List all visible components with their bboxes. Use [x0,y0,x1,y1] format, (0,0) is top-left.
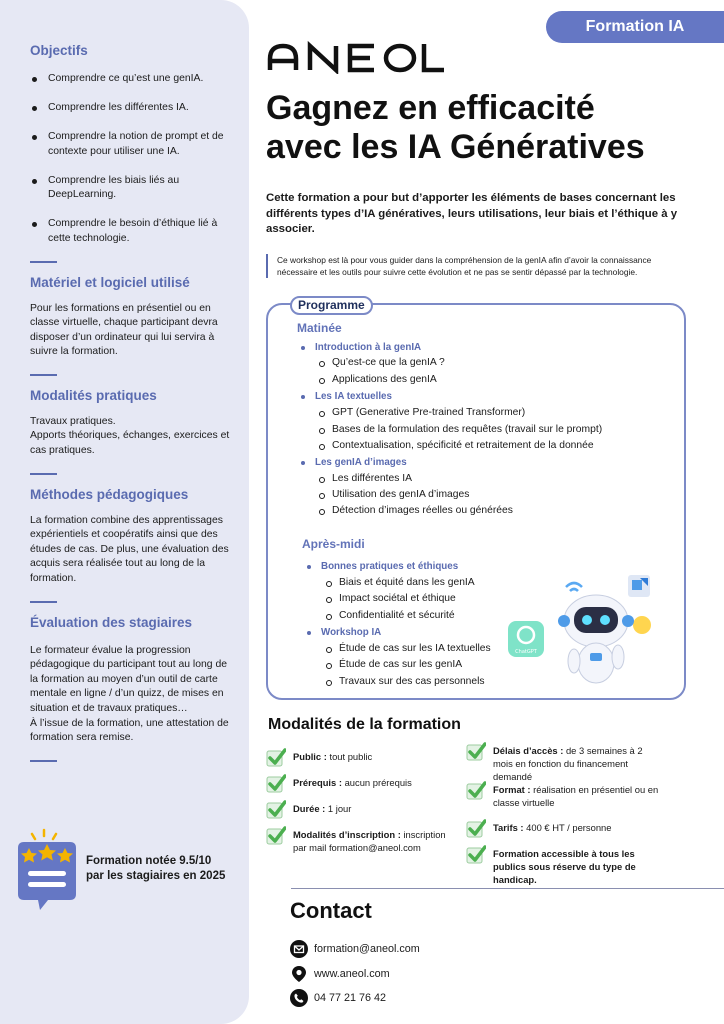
topic-workshop-ia: Workshop IA [321,627,382,638]
checkmark-icon [266,826,286,846]
public-key: Public : [293,751,327,762]
evaluation-title: Évaluation des stagiaires [30,614,193,630]
duree-key: Durée : [293,803,326,814]
format-value: réalisation en présentiel ou en classe virtuelle [493,784,659,808]
objectifs-list [30,72,231,246]
apres-midi-heading: Après-midi [302,537,365,551]
page-title: Gagnez en efficacité avec les IA Génératives [266,89,645,166]
aneol-logo [266,40,446,74]
email-link[interactable]: formation@aneol.com [314,943,420,955]
contact-title: Contact [290,898,372,923]
list-item: Utilisation des genIA d’images [332,489,470,500]
chatgpt-label: ChatGPT [515,649,537,655]
robot-illustration-icon [506,571,656,691]
materiel-text: Pour les formations en présentiel ou en classe virtuelle, chaque participant devra disposer d’un ordinateur qui lui servira à suivre la formation. [30,302,218,358]
checkmark-icon [266,800,286,820]
topic-intro-genia: Introduction à la genIA [315,342,422,353]
phone-icon [290,989,308,1007]
list-item: Confidentialité et sécurité [339,610,455,621]
divider [30,374,57,376]
divider [30,760,57,762]
delais-value: de 3 semaines à 2 mois en fonction du financement demandé [493,745,643,782]
delais-key: Délais d’accès : [493,745,564,756]
checkmark-icon [466,845,486,865]
prerequis-key: Prérequis : [293,777,342,788]
checkmark-icon [266,774,286,794]
rating-block [14,826,244,916]
list-item: Impact sociétal et éthique [339,593,456,604]
website-link[interactable]: www.aneol.com [314,968,390,980]
list-item: Qu’est-ce que la genIA ? [332,357,445,368]
matinee-heading: Matinée [297,321,342,335]
list-item: Bases de la formulation des requêtes (travail sur le prompt) [332,424,603,435]
checkmark-icon [466,781,486,801]
rating-stars-icon [14,826,84,916]
list-item: Détection d’images réelles ou générées [332,505,513,516]
tarifs-key: Tarifs : [493,822,524,833]
evaluation-text: Le formateur évalue la progression pédagogique du participant tout au long de la formation au moyen d’un outil de carte mentale en ligne / d’un quizz, de mises en situation et de travaux pratiques… À l’issue de la formation, une attestation de formation sera remise. [30,644,229,744]
workshop-note: Ce workshop est là pour vous guider dans la compréhension de la genIA afin d’avoir la connaissance nécessaire et les outils pour suivre cette évolution et ne pas se sentir dépassé par la technologie. [266,254,686,278]
checkmark-icon [266,748,286,768]
email-icon [290,940,308,958]
list-item: Étude de cas sur les IA textuelles [339,643,491,654]
checkmark-icon [466,742,486,762]
divider [30,473,57,475]
list-item: GPT (Generative Pre-trained Transformer) [332,407,526,418]
divider [291,888,724,889]
formation-badge: Formation IA [546,11,724,43]
methodes-text: La formation combine des apprentissages expérientiels et coopératifs ainsi que des études de cas. De plus, une évaluation des acquis sera réalisée tout au long de la formation. [30,514,229,585]
list-item: Comprendre les différentes IA. [30,101,231,116]
list-item: Étude de cas sur les genIA [339,659,463,670]
modalites-pratiques-title: Modalités pratiques [30,387,157,403]
checkmark-icon [466,819,486,839]
materiel-title: Matériel et logiciel utilisé [30,274,190,290]
objectifs-title: Objectifs [30,43,88,58]
list-item: Comprendre ce qu’est une genIA. [30,72,231,87]
list-item: Applications des genIA [332,374,437,385]
rating-text: Formation notée 9.5/10 par les stagiaires en 2025 [86,855,226,882]
methodes-title: Méthodes pédagogiques [30,486,189,502]
modalites-pratiques-text: Travaux pratiques. Apports théoriques, échanges, exercices et cas pratiques. [30,415,230,457]
list-item: Comprendre la notion de prompt et de contexte pour utiliser une IA. [30,130,231,159]
phone-link[interactable]: 04 77 21 76 42 [314,992,387,1004]
tarifs-value: 400 € HT / personne [523,822,612,833]
topic-genia-images: Les genIA d’images [315,457,407,468]
programme-label: Programme [290,296,373,315]
public-value: tout public [326,751,373,762]
divider [30,601,57,603]
list-item: Comprendre les biais liés au DeepLearning. [30,174,231,203]
topic-ia-textuelles: Les IA textuelles [315,391,392,402]
inscription-key: Modalités d’inscription : [293,829,401,840]
duree-value: 1 jour [325,803,352,814]
programme-box [266,298,686,700]
format-key: Format : [493,784,531,795]
intro-text: Cette formation a pour but d’apporter les éléments de bases concernant les différents types d’IA génératives, leurs utilisations, leur biais et l’éthique à y associer. [266,192,678,235]
prerequis-value: aucun prérequis [341,777,412,788]
modalites-title: Modalités de la formation [268,716,461,733]
list-item: Travaux sur des cas personnels [339,676,485,687]
accessibilite-text: Formation accessible à tous les publics sous réserve du type de handicap. [493,848,636,885]
list-item: Biais et équité dans les genIA [339,577,475,588]
location-pin-icon [290,965,308,983]
divider [30,261,57,263]
list-item: Comprendre le besoin d’éthique lié à cette technologie. [30,217,231,246]
topic-bonnes-pratiques: Bonnes pratiques et éthiques [321,561,459,572]
inscription-value: inscription par mail formation@aneol.com [293,829,446,853]
list-item: Les différentes IA [332,473,412,484]
list-item: Contextualisation, spécificité et retraitement de la donnée [332,440,594,451]
